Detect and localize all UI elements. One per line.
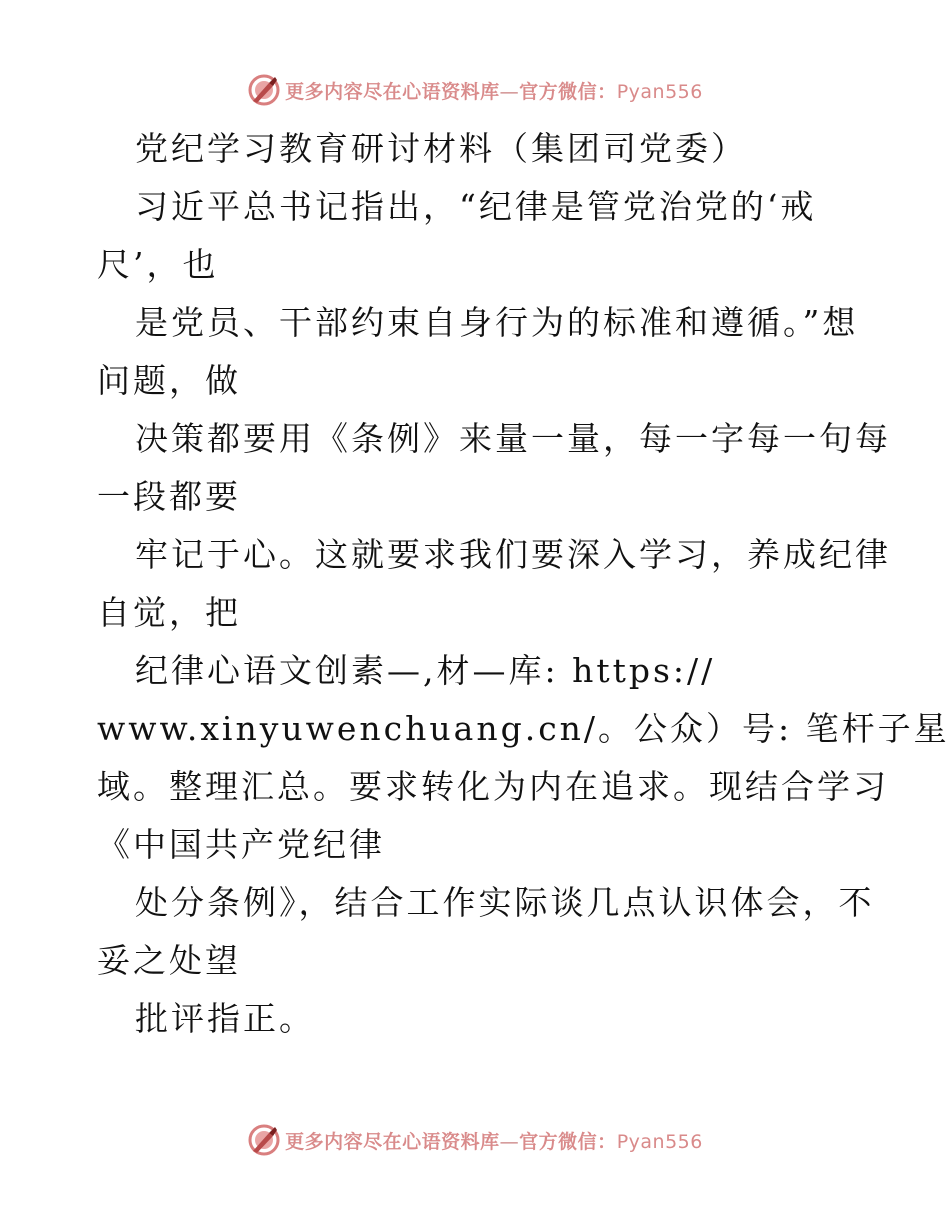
text-line: 尺’，也 (97, 245, 219, 284)
text-line: 是党员、干部约束自身行为的标准和遵循。”想 (135, 303, 859, 342)
text-line: www.xinyuwenchuang.cn/。公众）号: 笔杆子星 (97, 709, 950, 748)
text-line: 处分条例》，结合工作实际谈几点认识体会，不 (135, 883, 875, 922)
text-line: 决策都要用《条例》来量一量，每一字每一句每 (135, 419, 891, 458)
footer-watermark (0, 1120, 950, 1160)
text-line: 牢记于心。这就要求我们要深入学习，养成纪律 (135, 535, 891, 574)
text-line: 域。整理汇总。要求转化为内在追求。现结合学习 (97, 767, 889, 806)
text-line: 批评指正。 (135, 999, 315, 1038)
text-line: 纪律心语文创素—,材—库: https:// (135, 651, 716, 690)
text-line: 《中国共产党纪律 (97, 825, 385, 864)
header-watermark (0, 70, 950, 110)
text-line: 自觉，把 (97, 593, 241, 632)
watermark-text: 更多内容尽在心语资料库—官方微信：Pyan556 (285, 80, 703, 103)
watermark-text: 更多内容尽在心语资料库—官方微信：Pyan556 (285, 1130, 703, 1153)
pen-logo-icon (247, 1123, 281, 1157)
document-body (97, 120, 950, 1048)
text-line: 问题，做 (97, 361, 241, 400)
text-line: 妥之处望 (97, 941, 241, 980)
text-line: 一段都要 (97, 477, 241, 516)
pen-logo-icon (247, 73, 281, 107)
text-line: 习近平总书记指出，“纪律是管党治党的‘戒 (135, 187, 817, 226)
document-title: 党纪学习教育研讨材料（集团司党委） (135, 129, 747, 168)
